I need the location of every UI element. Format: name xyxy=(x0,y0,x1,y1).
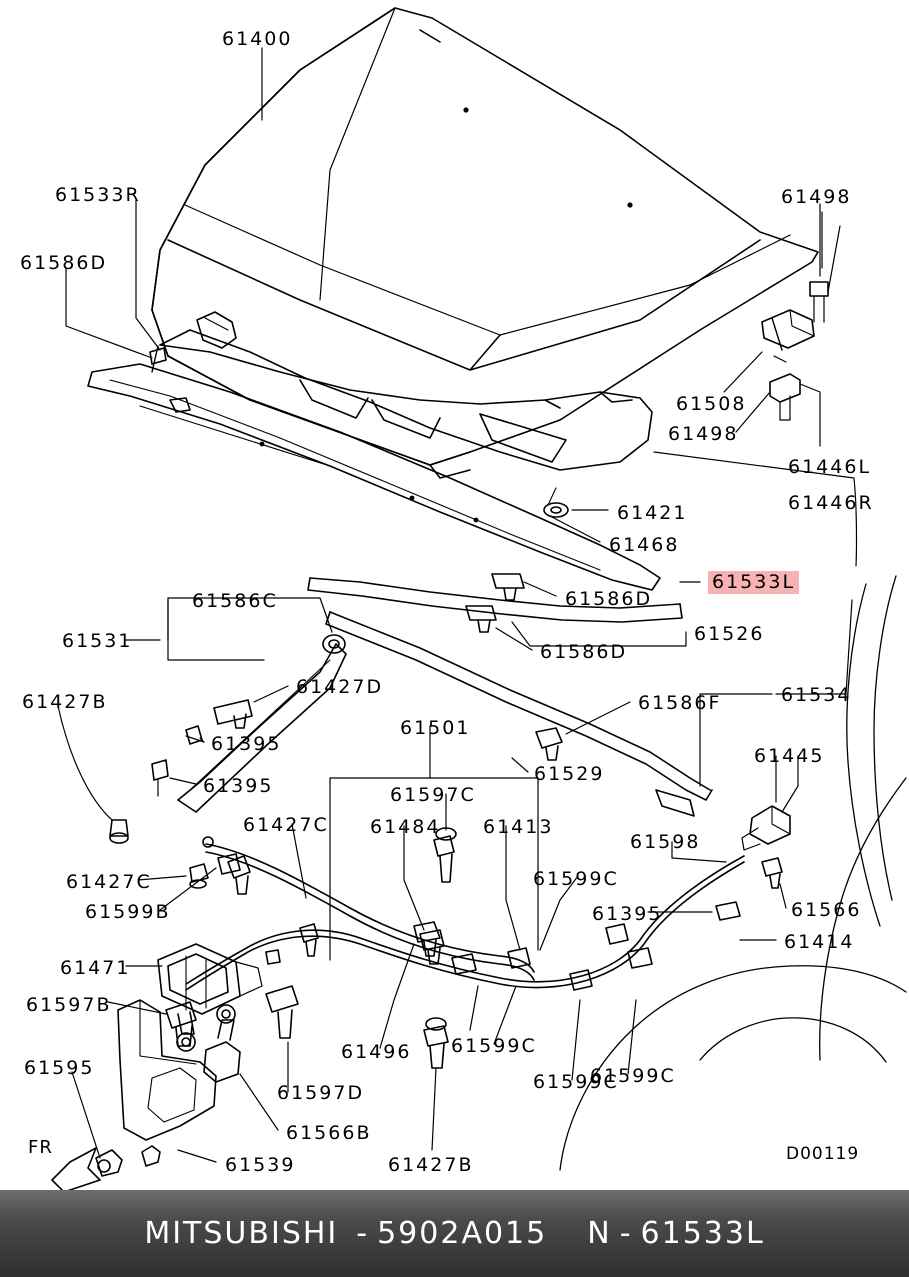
callout-61597B: 61597B xyxy=(26,994,112,1016)
callout-61533R: 61533R xyxy=(55,184,141,206)
callout-61413: 61413 xyxy=(483,816,554,838)
brand-name: MITSUBISHI xyxy=(144,1216,339,1251)
callout-61599C-2: 61599C xyxy=(451,1035,537,1057)
callout-61597C: 61597C xyxy=(390,784,476,806)
callout-61427D: 61427D xyxy=(296,676,384,698)
catalog-number: 5902A015 xyxy=(377,1216,548,1251)
callout-61599C-4: 61599C xyxy=(533,1071,619,1093)
callout-61586D-2: 61586D xyxy=(565,588,653,610)
callout-61599C-1: 61599C xyxy=(533,868,619,890)
callout-61526: 61526 xyxy=(694,623,765,645)
footer-bar xyxy=(0,1190,909,1277)
callout-61586C: 61586C xyxy=(192,590,278,612)
callout-61539: 61539 xyxy=(225,1154,296,1176)
callout-61421: 61421 xyxy=(617,502,688,524)
footer-dash-1: - xyxy=(356,1216,370,1251)
callout-61599C-3: 61599C xyxy=(590,1065,676,1087)
part-prefix: N xyxy=(587,1216,612,1251)
callout-61496: 61496 xyxy=(341,1041,412,1063)
callout-61395-1: 61395 xyxy=(211,733,282,755)
callout-61446R: 61446R xyxy=(788,492,874,514)
callout-61498-1: 61498 xyxy=(781,186,852,208)
callout-61597D: 61597D xyxy=(277,1082,365,1104)
callout-61586F: 61586F xyxy=(638,692,722,714)
callout-61427B-1: 61427B xyxy=(22,691,108,713)
callout-61427B-2: 61427B xyxy=(388,1154,474,1176)
callout-61468: 61468 xyxy=(609,534,680,556)
callout-61529: 61529 xyxy=(534,763,605,785)
front-direction-marker: FR xyxy=(28,1137,53,1158)
footer-dash-2: - xyxy=(619,1216,633,1251)
callout-61414: 61414 xyxy=(784,931,855,953)
callout-61427C-2: 61427C xyxy=(66,871,152,893)
callout-61531: 61531 xyxy=(62,630,133,652)
callout-61533L-highlighted: 61533L xyxy=(708,571,799,594)
callout-61471: 61471 xyxy=(60,957,131,979)
callout-61595: 61595 xyxy=(24,1057,95,1079)
callout-61501: 61501 xyxy=(400,717,471,739)
callout-61534: 61534 xyxy=(781,684,852,706)
callout-61400: 61400 xyxy=(222,28,293,50)
callout-61586D-1: 61586D xyxy=(20,252,108,274)
callout-61498-2: 61498 xyxy=(668,423,739,445)
callout-61445: 61445 xyxy=(754,745,825,767)
callout-61446L: 61446L xyxy=(788,456,872,478)
callout-61586D-3: 61586D xyxy=(540,641,628,663)
callout-61566: 61566 xyxy=(791,899,862,921)
callout-61598: 61598 xyxy=(630,831,701,853)
part-number: 61533L xyxy=(640,1216,765,1251)
callout-61484: 61484 xyxy=(370,816,441,838)
drawing-code: D00119 xyxy=(786,1144,860,1164)
callout-61395-2: 61395 xyxy=(203,775,274,797)
callout-61566B: 61566B xyxy=(286,1122,372,1144)
callout-61395-3: 61395 xyxy=(592,903,663,925)
callout-61599B: 61599B xyxy=(85,901,171,923)
callout-61508: 61508 xyxy=(676,393,747,415)
callout-61427C-1: 61427C xyxy=(243,814,329,836)
